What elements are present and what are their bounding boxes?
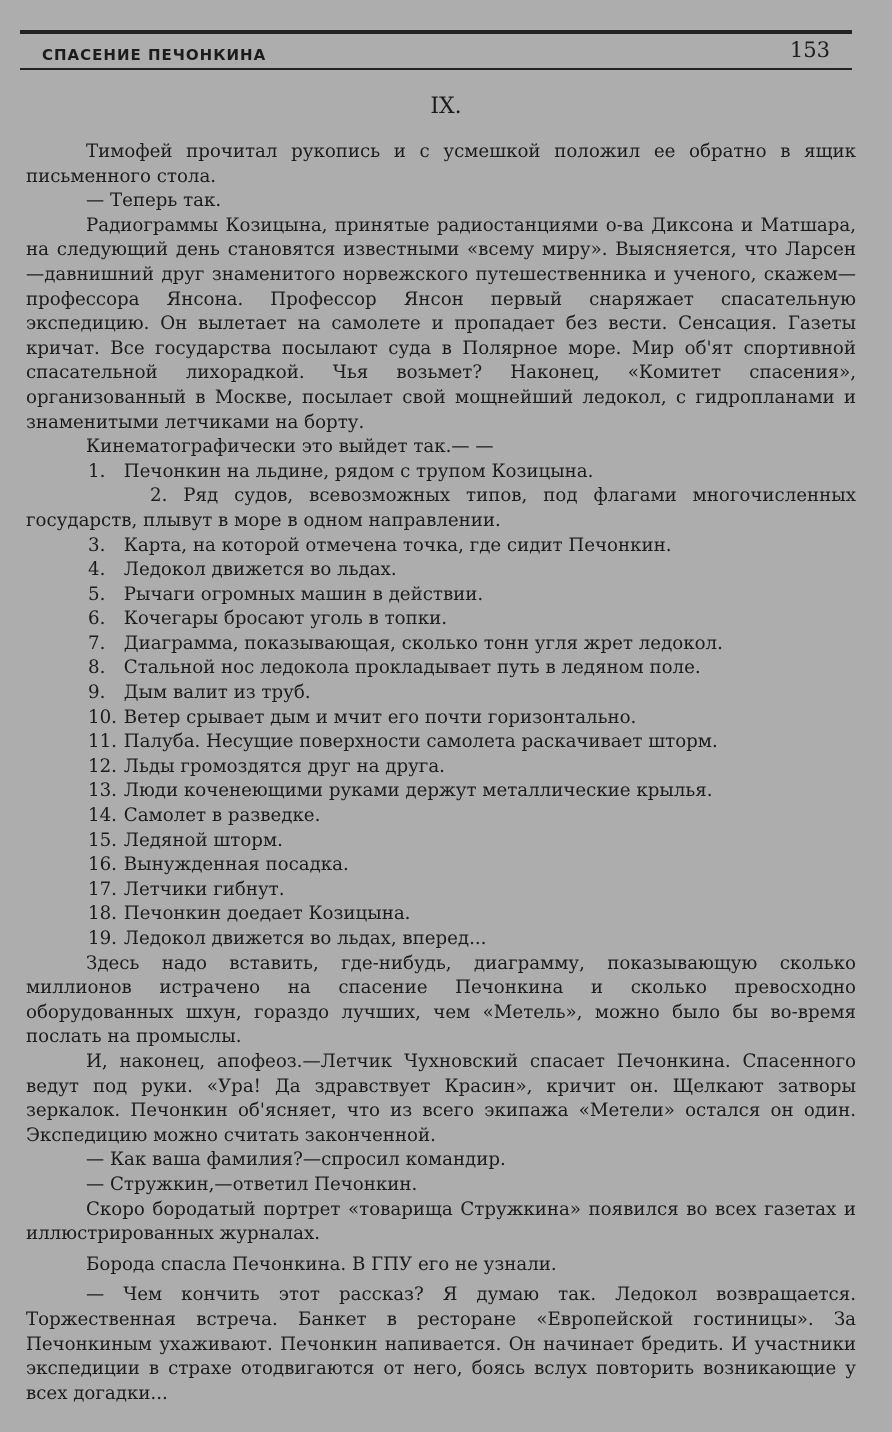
list-item: 14. Самолет в разведке. <box>88 805 321 827</box>
list-item: 19. Ледокол движется во льдах, вперед... <box>88 928 487 949</box>
paragraph: — Теперь так. <box>86 190 222 212</box>
paragraph: — Как ваша фамилия?—спросил командир. <box>86 1149 506 1171</box>
list-item: 10. Ветер срывает дым и мчит его почти горизонтально. <box>88 706 637 728</box>
list-item: 18. Печонкин доедает Козицына. <box>88 903 411 925</box>
list-item: 7. Диаграмма, показывающая, сколько тонн угля жрет ледокол. <box>88 632 723 654</box>
list-item: 9. Дым валит из труб. <box>88 682 311 704</box>
paragraph: — Стружкин,—ответил Печонкин. <box>86 1173 418 1195</box>
list-item: 8. Стальной нос ледокола прокладывает путь в ледяном поле. <box>88 657 701 679</box>
shot-list <box>26 460 856 952</box>
list-item: 11. Палуба. Несущие поверхности самолета раскачивает шторм. <box>88 731 718 753</box>
list-item: 17. Летчики гибнут. <box>88 878 285 900</box>
list-item: 1. Печонкин на льдине, рядом с трупом Козицына. <box>88 460 594 482</box>
running-head: СПАСЕНИЕ ПЕЧОНКИНА <box>42 46 267 64</box>
paragraph: Борода спасла Печонкина. В ГПУ его не узнали. <box>86 1253 557 1275</box>
body-text <box>26 140 856 1406</box>
list-item: 2. Ряд судов, всевозможных типов, под флагами многочисленных государств, плывут в море в одном направлении. <box>26 485 856 531</box>
page-number: 153 <box>789 38 830 62</box>
list-item: 12. Льды громоздятся друг на друга. <box>88 755 445 777</box>
paragraph: Скоро бородатый портрет «товарища Стружкина» появился во всех газетах и иллюстрированных журналах. <box>26 1198 856 1245</box>
list-item: 3. Карта, на которой отмечена точка, где сидит Печонкин. <box>88 534 672 556</box>
chapter-number: IX. <box>430 94 462 119</box>
paragraph: Радиограммы Козицына, принятые радиостанциями о-ва Диксона и Матшара, на следующий день становятся известными «всему миру». Выясняется, что Ларсен—давнишний друг знаменитого норвежского путешественника и ученого, скажем—профессора Янсона. Профессор Янсон первый снаряжает спасательную экспедицию. Он вылетает на самолете и пропадает без вести. Сенсация. Газеты кричат. Все государства посылают суда в Полярное море. Мир об'ят спортивной спасательной лихорадкой. Чья возьмет? Наконец, «Комитет спасения», организованный в Москве, посылает свой мощнейший ледокол, с гидропланами и знаменитыми летчиками на борту. <box>26 214 856 433</box>
paragraph: И, наконец, апофеоз.—Летчик Чухновский спасает Печонкина. Спасенного ведут под руки. «Ура! Да здравствует Красин», кричит он. Щелкают затворы зеркалок. Печонкин об'ясняет, что из всего экипажа «Метели» остался он один. Экспедицию можно считать законченной. <box>26 1050 856 1146</box>
paragraph: Здесь надо вставить, где-нибудь, диаграмму, показывающую сколько миллионов истрачено на спасение Печонкина и сколько превосходно оборудованных шхун, гораздо лучших, чем «Метель», можно было бы во-время послать на промыслы. <box>26 952 856 1048</box>
list-item: 6. Кочегары бросают уголь в топки. <box>88 608 447 630</box>
list-item: 13. Люди коченеющими руками держут металлические крылья. <box>88 780 713 802</box>
paragraph: Кинематографически это выйдет так.— — <box>86 436 494 458</box>
list-item: 5. Рычаги огромных машин в действии. <box>88 583 484 605</box>
list-item: 16. Вынужденная посадка. <box>88 854 349 876</box>
paragraph: — Чем кончить этот рассказ? Я думаю так. Ледокол возвращается. Торжественная встреча. Банкет в ресторане «Европейской гостиницы». За Печонкиным ухаживают. Печонкин напивается. Он начинает бредить. И участники экспедиции в страхе отодвигаются от него, боясь вслух повторить возникающие у всех догадки... <box>26 1284 856 1404</box>
paragraph: Тимофей прочитал рукопись и с усмешкой положил ее обратно в ящик письменного стола. <box>26 141 856 187</box>
list-item: 4. Ледокол движется во льдах. <box>88 559 397 581</box>
list-item: 15. Ледяной шторм. <box>88 829 283 851</box>
page-header <box>20 30 852 70</box>
